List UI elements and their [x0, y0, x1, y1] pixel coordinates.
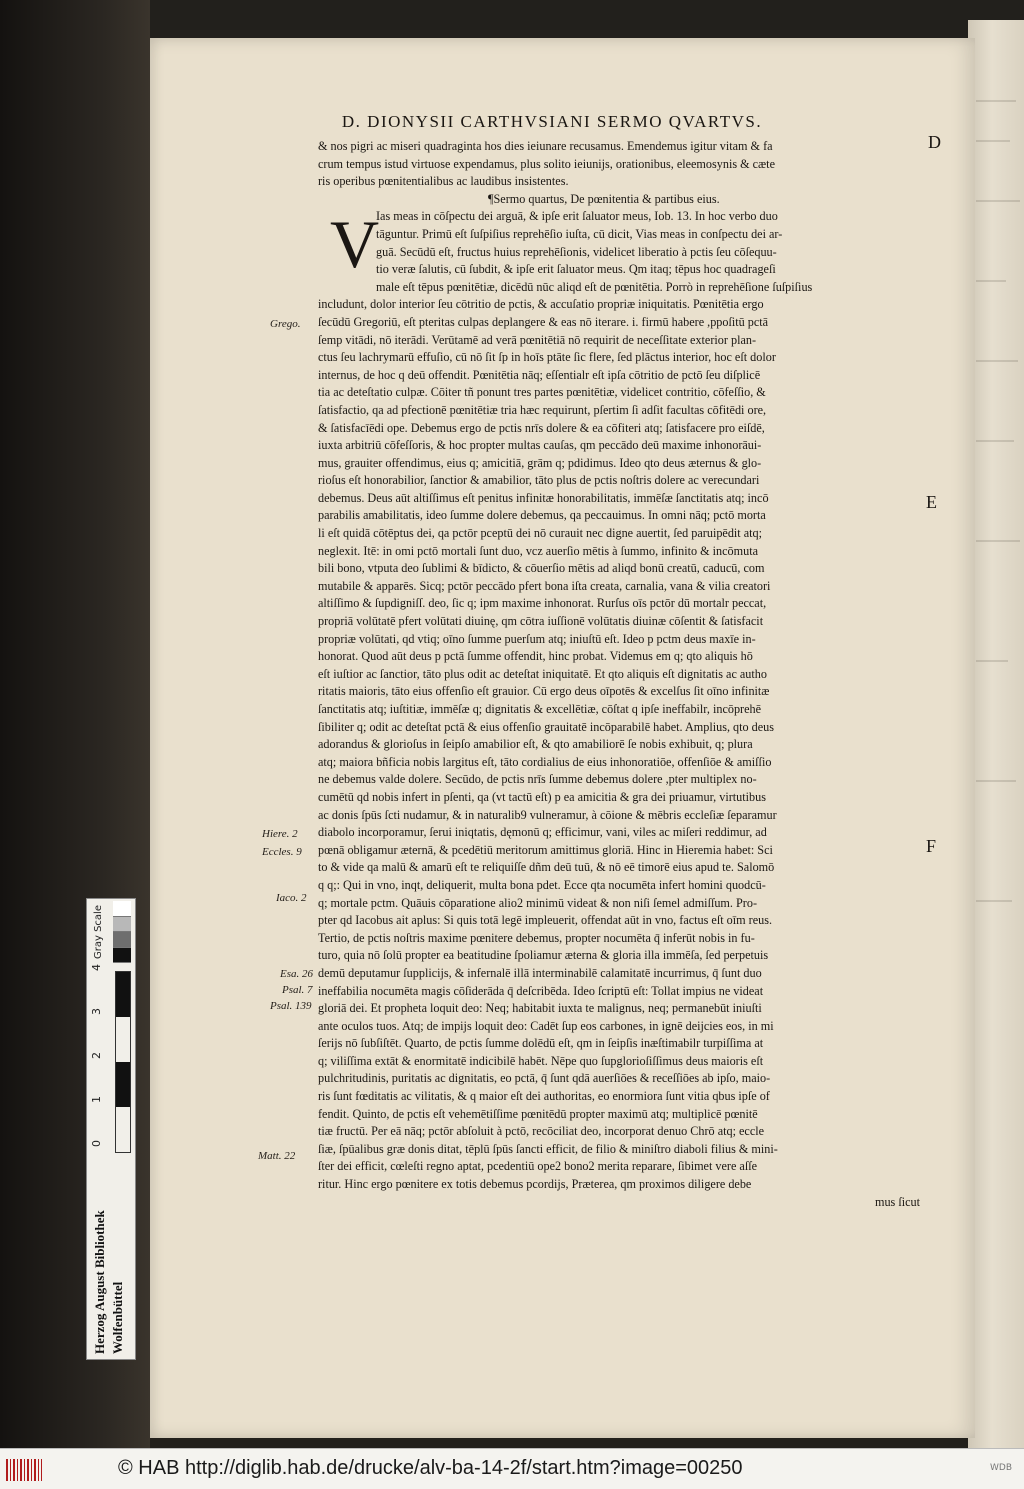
- text-line: ac donis ſpūs ſcti nudamur, & in naturalib9 vulneramur, à cōione & mēbris eccleſiæ ſeparamur: [318, 807, 777, 822]
- section-letter-d: D: [928, 132, 941, 152]
- running-title: D. DIONYSII CARTHVSIANI SERMO QVARTVS.: [341, 112, 763, 131]
- text-line: ſibiliter q; odit ac deteſtat pctā & eius offenſio grauitatē incōparabilē habet. Amplius, qto deus: [318, 719, 775, 734]
- hab-logo-icon: [6, 1459, 42, 1481]
- margin-note: Psal. 139: [270, 1000, 312, 1012]
- text-line: includunt, dolor interior ſeu cōtritio de pctis, & accuſatio propriæ iniquitatis. Pœnitētia ergo: [318, 297, 764, 312]
- margin-note: Eccles. 9: [262, 846, 302, 858]
- text-line: adorandus & glorioſus in ſeipſo amabilior eſt, & qto amabiliorē ſe nobis exhibuit, q; plura: [318, 737, 753, 752]
- text-line: ſatisfactio, qa ad pfectionē pœnitētiæ tria hæc requirunt, pſertim ſi adſit facultas cōfitēdi ore,: [318, 402, 767, 417]
- text-line: internus, de hoc q deū offendit. Pœnitētia nāq; eſſentialr eſt ipſa cōtritio de pctō ſeu diſplicē: [318, 367, 761, 382]
- text-line: Tertio, de pctis noſtris maxime pœnitere debemus, propter nocumēta q̄ inferūt nobis in fu-: [318, 930, 755, 945]
- text-line: to & vide qa malū & amarū eſt te reliquiſſe dñm deū tuū, & nō eē timorē eius apud te. Salomō: [318, 860, 775, 875]
- copyright-link[interactable]: © HAB http://diglib.hab.de/drucke/alv-ba-14-2f/start.htm?image=00250: [118, 1457, 743, 1479]
- text-line: altiſſimo & ſupdigniſſ. deo, ſic q; ipm maxime inhonorat. Rurſus oīs pctōr dū mortalr peccat,: [318, 596, 767, 611]
- text-line: tio veræ ſalutis, cū ſubdit, & ipſe erit ſaluator meus. Qm itaq; tēpus hoc quadrageſi: [376, 262, 776, 277]
- gray-scale-label: Gray Scale: [93, 905, 104, 959]
- scale-number: 0: [90, 1140, 103, 1147]
- margin-note: Iaco. 2: [276, 892, 307, 904]
- text-line: propriā volūtatē pfert volūtati diuinę, qm cōtra iuſſionē volūtatis diuinæ cōſentit & ſatisfacit: [318, 614, 764, 629]
- text-line: neglexit. Itē: in omi pctō mortali ſunt duo, vcz auerſio mētis à ſummo, infinito & incōmuta: [318, 543, 759, 558]
- text-line: ris operibus pœnitentialibus ac laudibus insistentes.: [318, 174, 569, 189]
- text-line: male eſt tēpus pœnitētiæ, dicēdū nūc aliqd eſt de pœnitētia. Porrò in reprehēſione ſuſpiſius: [376, 279, 813, 294]
- text-line: cumētū qd nobis infert in pſenti, qa (vt tactū eſt) p ea amicitia & gra dei priuamur, virtutibus: [318, 789, 766, 804]
- text-line: diabolo incorporamur, ſerui iniqtatis, dęmonū q; efficimur, vani, viles ac miſeri reddimur, ad: [318, 825, 767, 840]
- text-line: li eſt quidā cōtēptus dei, qa pctōr pceptū dei nō curauit nec digne auertit, ſed paruipēdit atq;: [318, 526, 763, 541]
- text-line: & ſatisfacīēdi ope. Debemus ergo de pctis nrīs dolere & ea cōfiteri atq; ſatisfacere pro eiſdē,: [318, 420, 765, 435]
- gray-scale-swatches: [113, 901, 131, 963]
- text-line: ſanctitatis atq; iuſtitiæ, immēſæ q; dignitatis & excellētiæ, cōſtat q ipſe ineffabilr, incōprehē: [318, 702, 762, 716]
- margin-note: Esa. 26: [280, 968, 313, 980]
- library-name: Herzog August Bibliothek Wolfenbüttel: [92, 1210, 125, 1354]
- text-line: ante oculos tuos. Atq; de impijs loquit deo: Cadēt ſup eos carbones, in ignē deijcies eos, in mi: [318, 1018, 774, 1033]
- scale-number: 4: [90, 964, 103, 971]
- scale-number: 2: [90, 1052, 103, 1059]
- text-line: guā. Secūdū eſt, fructus huius reprehēſionis, videlicet liberatio à pctis ſeu cōſequu-: [376, 244, 777, 259]
- margin-note: Psal. 7: [282, 984, 313, 996]
- body-text: [318, 138, 930, 1211]
- text-line: ſemp vitādi, nō iterādi. Verūtamē ad verā pœnitētiā nō requirit de neceſſitate exterior plan-: [318, 332, 757, 347]
- text-line: pulchritudinis, puritatis ac dignitatis, eo pctā, q̄ ſunt qdā auerſiōes & receſſiōes ab ipſo, maio-: [318, 1071, 771, 1086]
- text-line: ritatis maioris, tāto eius offenſio eſt grauior. Cū ergo deus oīpotēs & excelſus ſit oīno infinitæ: [318, 684, 770, 699]
- footer-code: WDB: [989, 1463, 1012, 1473]
- text-line: mutabile & apparēs. Sicq; pctōr peccādo pfert bona iſta creata, carnalia, vana & vilia creatori: [318, 578, 771, 593]
- text-line: mus ſicut: [874, 1194, 920, 1209]
- text-line: pter qd Iacobus ait aplus: Si quis totā legē impleuerit, offendat aūt in vno, factus eſt oīm reus.: [318, 913, 772, 928]
- text-line: fendit. Quinto, de pctis eſt vehemētiſſime pœnitēdū propter maximū atq; multiplicē pœnitē: [318, 1106, 758, 1121]
- text-line: parabilis amabilitatis, ideo ſumme dolere debemus, qa peccauimus. In omni nāq; pctō morta: [318, 508, 766, 523]
- text-line: q q;: Qui in vno, inqt, deliquerit, multa bona pdet. Ecce qta nocumēta infert homini quodcū-: [318, 877, 766, 892]
- margin-note: Matt. 22: [258, 1150, 296, 1162]
- section-letter-e: E: [926, 492, 937, 512]
- text-line: demū deputamur ſupplicijs, & infernalē illā interminabilē calamitatē incurrimus, q̄ ſunt duo: [318, 965, 762, 980]
- text-line: gloriā dei. Et propheta loquit deo: Neq; habitabit iuxta te malignus, neq; permanebūt iniuſti: [318, 1001, 762, 1016]
- footer-bar: [0, 1448, 1024, 1489]
- text-line: ſter dei efficit, cœleſti regno aptat, pcedentiū ope2 bono2 merita reparare, ſibimet vere aſſe: [318, 1159, 758, 1174]
- text-line: ineffabilia nocumēta magis cōſiderāda q̄ deſcribēda. Ideo ſcriptū eſt: Tollat impius ne videat: [318, 983, 764, 998]
- text-line: Ias meas in cōſpectu dei arguā, & ipſe erit ſaluator meus, Iob. 13. In hoc verbo duo: [376, 209, 778, 224]
- section-letter-f: F: [926, 836, 937, 856]
- measurement-scale: [115, 971, 131, 1153]
- text-line: & nos pigri ac miseri quadraginta hos dies ieiunare recusamus. Emendemus igitur vitam & fa: [318, 139, 773, 153]
- text-line: pœnā obligamur æternā, & pcedētiū meritorum amittimus gloriā. Hinc in Hieremia habet: Sci: [318, 842, 773, 857]
- text-line: propriæ volūtati, qd vtiq; oīno ſumme puerſum atq; iniuſtū eſt. Ideo p pctm deus maxīe in-: [318, 631, 756, 646]
- text-line: tia ac deteſtatio culpæ. Cōiter tñ ponunt tres partes pœnitētiæ, videlicet contritio, cōfeſſio, &: [318, 385, 766, 400]
- text-line: bili bono, vtputa deo ſublimi & bīdicto, & cōuerſio mētis ad aliqd bonū creatū, caducū, com: [318, 561, 765, 576]
- text-line: ſerijs nō ſubſiſtēt. Quarto, de pctis ſumme dolēdū eſt, qm in ſeipſis inæſtimabilr turpiſſima at: [318, 1036, 764, 1051]
- margin-note: Hiere. 2: [262, 828, 298, 840]
- text-line: tāguntur. Primū eſt ſuſpiſius reprehēſio iuſta, cū dicit, Vias meas in conſpectu dei ar-: [376, 226, 783, 241]
- scale-number: 3: [90, 1008, 103, 1015]
- text-line: ſecūdū Gregoriū, eſt pteritas culpas deplangere & eas nō iterare. i. firmū habere ,ppoſitū pctā: [318, 314, 769, 329]
- text-line: turo, quia nō ſolū propter ea beatitudine ſpoliamur æterna & gloria illa immēſa, ſed perpetuis: [318, 948, 769, 963]
- text-line: eſt iuſtior ac ſanctior, tāto plus odit ac deteſtat iniquitatē. Et qto aliquis eſt dignitatis ac autho: [318, 666, 767, 681]
- text-line: rioſus eſt honorabilior, ſanctior & amabilior, tāto plus de pctis noſtris dolere ac verecundari: [318, 473, 760, 488]
- text-line: q; mortale pctm. Quāuis cōparatione alio2 minimū videat & non niſi ſemel admiſſum. Pro-: [318, 895, 757, 910]
- sermon-heading: ¶Sermo quartus, De pœnitentia & partibus eius.: [488, 191, 720, 206]
- margin-note: Grego.: [270, 318, 301, 330]
- color-calibration-ruler: [86, 898, 136, 1360]
- text-line: ctus ſeu lachrymarū effuſio, cū nō ſit ſp in hoīs ptāte ſic flere, ſed plāctus interior, hoc eſt dolor: [318, 350, 776, 365]
- scale-number: 1: [90, 1096, 103, 1103]
- text-line: crum tempus istud virtuose expendamus, plus solito ieiunijs, orationibus, eleemosynis & cæte: [318, 156, 775, 171]
- text-line: atq; maiora bñficia nobis largitus eſt, tāto cordialius de eius inhonoratiōe, offenſiōe & amiſſio: [318, 754, 772, 769]
- text-line: ſiæ, ſpūalibus græ donis ditat, tēplū ſpūs ſancti efficit, de filio & miniſtro diaboli filius & mini-: [318, 1141, 778, 1156]
- text-line: ne debemus valde dolere. Secūdo, de pctis nrīs ſumme debemus dolere ,pter multiplex no-: [318, 772, 757, 787]
- text-line: honorat. Quod aūt deus p pctā ſumme offendit, hinc probat. Videmus em q; qto aliquis hō: [318, 649, 753, 664]
- text-line: ritur. Hinc ergo pœnitere ex totis debemus pcordijs, Præterea, qm proximos diligere debe: [318, 1177, 752, 1192]
- text-line: debemus. Deus aūt altiſſimus eſt penitus infinitæ honorabilitatis, immēſæ ſanctitatis atq; incō: [318, 490, 769, 505]
- text-line: iuxta arbitriū cōfeſſoris, & hoc propter multas cauſas, qm peccādo deū maxime inhonorāui-: [318, 438, 762, 453]
- text-line: q; viliſſima extāt & enormitatē indicibilē habēt. Nēpe quo ſupglorioſiſſimus deus maioris eſt: [318, 1053, 764, 1068]
- text-line: tiæ fructū. Per eā nāq; pctōr abſoluit à pctō, recōciliat deo, incorporat denuo Chrō atq; eccle: [318, 1124, 765, 1139]
- text-line: mus, grauiter offendimus, eius q; amicitiā, grām q; pdidimus. Ideo qto deus æternus & glo-: [318, 455, 762, 470]
- drop-cap: V: [330, 206, 380, 282]
- text-line: ris ſunt fœditatis ac vilitatis, & q maior eſt dei authoritas, eo enormiora ſunt vitia qbus ipſe of: [318, 1089, 770, 1104]
- adjacent-page-edge: [968, 20, 1024, 1448]
